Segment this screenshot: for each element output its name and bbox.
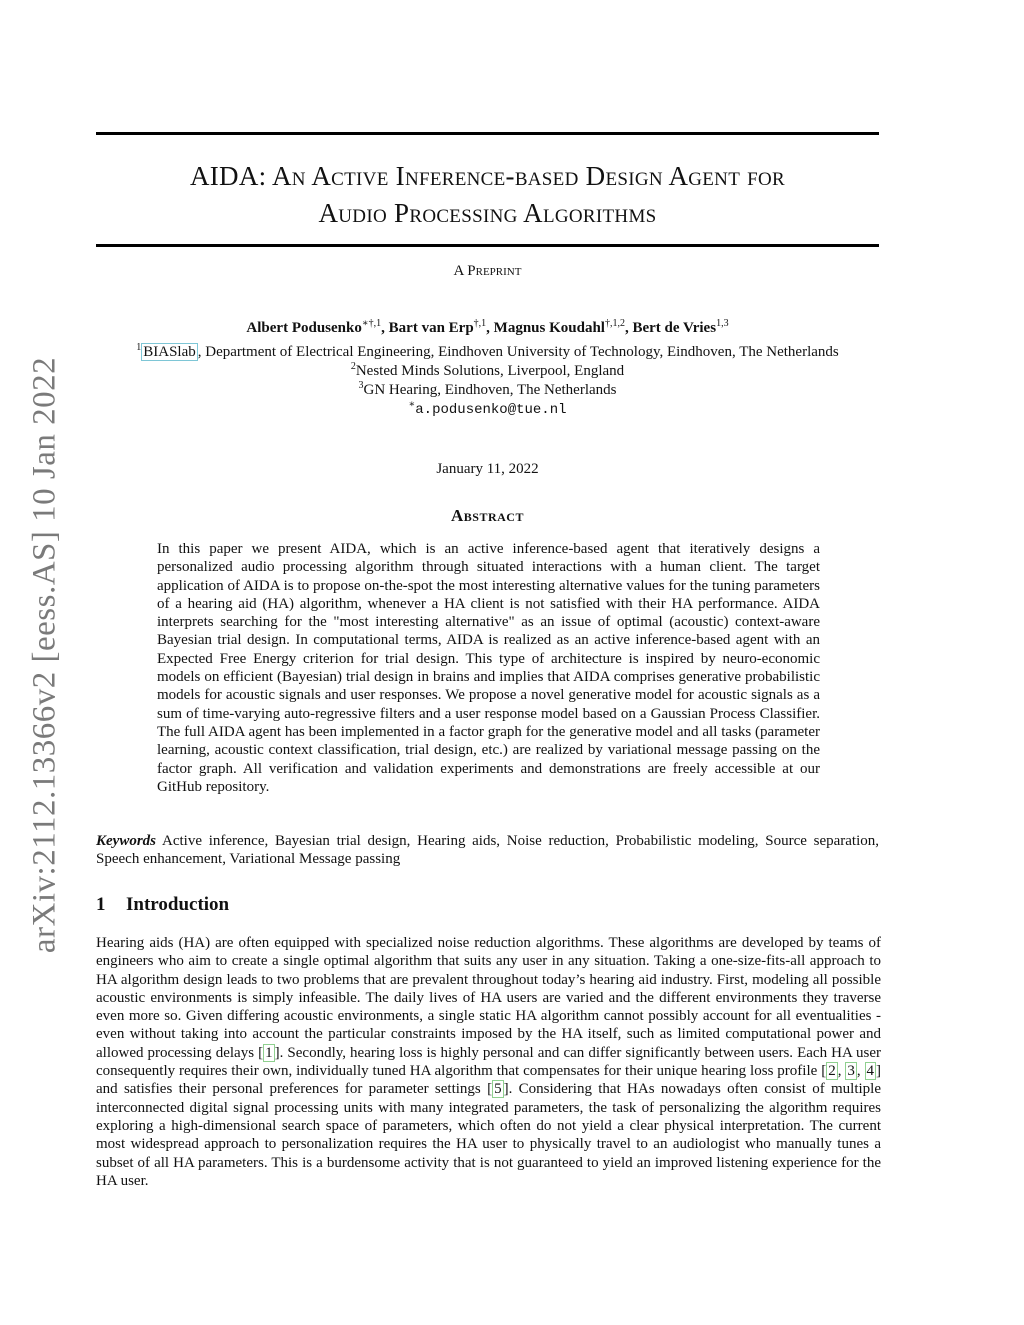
author-marks: 1,3 [716,318,729,329]
citation-link[interactable]: 5 [494,1081,502,1098]
author-name: Bart van Erp [388,320,474,336]
affiliation-text: GN Hearing, Eindhoven, The Netherlands [363,382,617,398]
author-name: Magnus Koudahl [493,320,605,336]
title-line-2: Audio Processing Algorithms [318,198,657,228]
keywords-label: Keywords [96,833,156,849]
intro-text: Hearing aids (HA) are often equipped with specialized noise reduction algorithms. These algorithms are developed by teams of engineers who aim to create a single optimal algorithm that suits any user in any situation. Taking a one-size-fits-all approach to HA algorithm design leads to two problems that are prevalent throughout today’s hearing aid industry. First, modeling all possible acoustic environments is simply infeasible. The daily lives of HA users are varied and the different environments they traverse even more so. Given differing acoustic environments, a single static HA algorithm cannot possibly account for all eventualities - even without taking into account the particular constraints imposed by the HA itself, such as limited computational power and allowed processing delays [96,935,881,1061]
top-rule [96,132,879,135]
keywords-text: Active inference, Bayesian trial design, Hearing aids, Noise reduction, Probabilistic modeling, Source separation, Speech enhancement, Variational Message passing [96,833,879,868]
publication-date: January 11, 2022 [436,461,539,477]
intro-text: . Secondly, hearing loss is highly personal and can differ significantly between users. Each HA user consequently requires their own, individually tuned HA algorithm that compensates for their unique hearing loss profile [96,1044,881,1080]
section-title: Introduction [126,894,230,915]
author-list: Albert Podusenko$^{∗\dagger,1}$, Bart van Erp$^{\dagger,1}$, Magnus Koudahl$^{\dagger,1,2}$, Bert de Vries$^{1,3}$ [246,318,729,336]
introduction-paragraph: Hearing aids (HA) are often equipped with specialized noise reduction algorithms. These algorithms are developed by teams of engineers who aim to create a single optimal algorithm that suits any user in any situation. Taking a one-size-fits-all approach to HA algorithm design leads to two problems that are prevalent throughout today’s hearing aid industry. First, modeling all possible acoustic environments is simply infeasible. The daily lives of HA users are varied and the different environments they traverse even more so. Given differing acoustic environments, a single static HA algorithm cannot possibly account for all eventualities - even without taking into account the particular constraints imposed by the HA itself, such as limited computational power and allowed processing delays [ 1 ]. Secondly, hearing loss is highly personal and can differ significantly between users. Each HA user consequently requires their own, individually tuned HA algorithm that compensates for their unique hearing loss profile [ 2 , 3 , 4 ] and satisfies their personal preferences for parameter settings [ 5 ]. Considering that HAs nowadays often consist of multiple interconnected digital signal processing units with many integrated parameters, the task of personalizing the algorithm requires exploring a high-dimensional search space of parameters, which often do not yield a clear physical interpretation. The current most widespread approach to personalization requires the HA user to physically travel to an audiologist who manually tunes a subset of all HA parameters. This is a burdensome activity that is not guaranteed to yield an improved listening experience for the HA user. [96,935,882,1189]
biaslab-link[interactable]: BIASlab [143,344,196,360]
arxiv-identifier: arXiv:2112.13366v2 [eess.AS] 10 Jan 2022 [26,356,63,954]
keywords-block [96,832,879,869]
citation-link[interactable]: 3 [847,1063,855,1080]
title-line-1: AIDA: An Active Inference-based Design Agent for [189,161,786,191]
affiliation-mark: 1 [136,342,142,353]
preprint-label: A Preprint [453,263,522,279]
email-address[interactable]: a.podusenko@tue.nl [415,402,567,418]
paper-title [96,158,879,232]
abstract-heading: Abstract [451,506,524,525]
author-marks: †,1,2 [604,318,625,329]
affiliation-text: , Department of Electrical Engineering, Eindhoven University of Technology, Eindhoven, The Netherlands [197,344,839,360]
intro-text: and satisfies their personal preferences for parameter settings [96,1081,488,1098]
intro-text: . Considering that HAs nowadays often consist of multiple interconnected digital signal processing units with many integrated parameters, the task of personalizing the algorithm requires exploring a high-dimensional search space of parameters, which often do not yield a clear physical interpretation. The current most widespread approach to personalization requires the HA user to physically travel to an audiologist who manually tunes a subset of all HA parameters. This is a burdensome activity that is not guaranteed to yield an improved listening experience for the HA user. [96,1081,881,1189]
author-marks: ∗†,1 [361,318,382,329]
affiliation-text: Nested Minds Solutions, Liverpool, England [355,363,625,379]
author-marks: †,1 [473,318,487,329]
section-heading [96,894,229,916]
affiliation-mark: 2 [350,361,356,372]
citation-link[interactable]: 1 [265,1044,273,1061]
email-mark: ∗ [408,399,416,410]
citation-link[interactable]: 2 [828,1063,836,1080]
affiliation-mark: 3 [358,380,364,391]
citation-link[interactable]: 4 [866,1063,875,1080]
bottom-rule [96,244,879,247]
author-name: Albert Podusenko [246,320,362,336]
contact-email [60,395,915,420]
abstract-text: In this paper we present AIDA, which is an active inference-based agent that iteratively designs a personalized audio processing algorithm through situated interactions with a human client. The target application of AIDA is to propose on-the-spot the most interesting alternative values for the tuning parameters of a hearing aid (HA) algorithm, whenever a HA client is not satisfied with their HA performance. AIDA interprets searching for the "most interesting alternative" as an issue of optimal (acoustic) context-aware Bayesian trial design. In computational terms, AIDA is realized as an active inference-based agent with an Expected Free Energy criterion for trial design. This type of architecture is inspired by neuro-economic models on efficient (Bayesian) trial design in brains and implies that AIDA comprises generative probabilistic models for acoustic signals and user responses. We propose a novel generative model for acoustic signals as a sum of time-varying auto-regressive filters and a user response model based on a Gaussian Process Classifier. The full AIDA agent has been implemented in a factor graph for the generative model and all tasks (parameter learning, acoustic context classification, trial design, etc.) are realized by variational message passing on the factor graph. All verification and validation experiments and demonstrations are freely accessible at our GitHub repository. [157,541,820,795]
section-number: 1 [96,894,106,915]
author-name: Bert de Vries [632,320,717,336]
